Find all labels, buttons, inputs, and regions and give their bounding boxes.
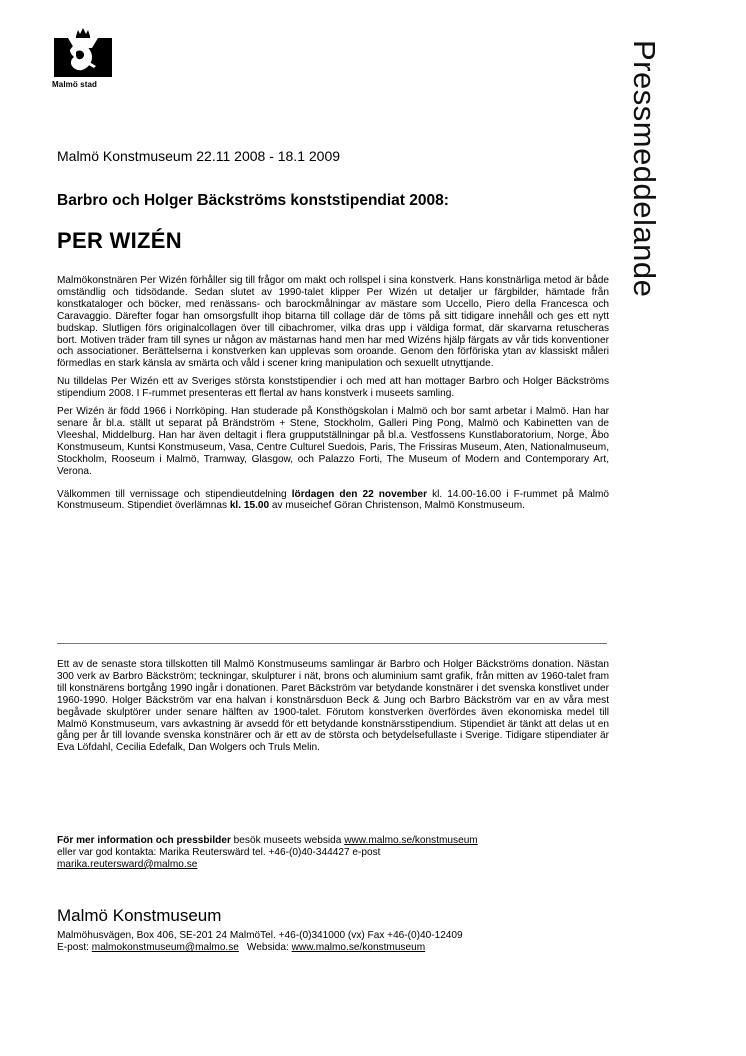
malmo-stad-logo: [52, 28, 116, 89]
website-link[interactable]: www.malmo.se/konstmuseum: [344, 835, 478, 846]
contact-info: [57, 835, 609, 871]
contact-line-2: eller var god kontakta: Marika Reuterswärd tel. +46-(0)40-344427 e-post: [57, 846, 381, 858]
press-body: [57, 275, 609, 518]
paragraph-stipend: Nu tilldelas Per Wizén ett av Sveriges största konststipendier i och med att han mottager Barbro och Holger Bäckströms stipendium 2008. I F-rummet presenteras ett flertal av hans konstverk i museets samling.: [57, 376, 609, 400]
paragraph-intro: Malmökonstnären Per Wizén förhåller sig till frågor om makt och rollspel i sina konstverk. Hans konstnärliga metod är både omständlig och tidsödande. Sedan slutet av 1990-talet klipper Per Wizén ut detaljer ur färgbilder, hämtade från konstkataloger och böcker, med renässans- och barockmålningar av mästare som Uccello, Piero della Francesca och Caravaggio. Därefter fogar han omsorgsfullt ihop bitarna till collage där de töms på sitt tidigare innehåll och ges ett nytt budskap. Slutligen förs originalcollagen över till cibachromer, vilka dras upp i väldiga format, där skarvarna retuscheras bort. Motiven träder fram till synes ur någon av mästarnas hand men har med Wizéns hjälp färgats av vår tids konventioner och associationer. Berättelserna i konstverken kan upplevas som oroande. Genom den förföriska ytan av klassiskt måleri förmedlas en stark känsla av smärta och våld i scener kring manipulation och sexuellt utnyttjande.: [57, 275, 609, 370]
press-release-label: [600, 40, 720, 360]
vertical-label-text: Pressmeddelande: [627, 40, 662, 298]
footer-links-line: E-post: malmokonstmuseum@malmo.se Websida: www.malmo.se/konstmuseum: [57, 942, 426, 953]
footer-email-link[interactable]: malmokonstmuseum@malmo.se: [91, 942, 239, 953]
paragraph-invitation: Välkommen till vernissage och stipendieutdelning lördagen den 22 november kl. 14.00-16.00 i F-rummet på Malmö Konstmuseum. Stipendiet överlämnas kl. 15.00 av museichef Göran Christenson, Malmö Konstmuseum.: [57, 488, 609, 512]
footer-website-link[interactable]: www.malmo.se/konstmuseum: [291, 942, 426, 953]
paragraph-biography: Per Wizén är född 1966 i Norrköping. Han studerade på Konsthögskolan i Malmö och bor samt arbetar i Malmö. Han har senare år bl.a. ställt ut separat på Brändström + Stene, Stockholm, Galleri Ping Pong, Malmö och Kabinetten van de Vleeshal, Middelburg. Han har även deltagit i flera grupputställningar på bl.a. Vestfossens Kunstlaboratorium, Norge, Åbo Konstmuseum, Kuntsi Konstmuseum, Vasa, Centre Culturel Suedois, Paris, The Frissiras Museum, Aten, Nationalmuseum, Stockholm, Rooseum i Malmö, Tramway, Glasgow, och Palazzo Forti, The Museum of Modern and Contemporary Art, Verona.: [57, 406, 609, 477]
section-divider: [57, 643, 607, 644]
paragraph-donation: Ett av de senaste stora tillskotten till Malmö Konstmuseums samlingar är Barbro och Holger Bäckströms donation. Nästan 300 verk av Barbro Bäckström; teckningar, skulpturer i nät, brons och aluminium samt grafik, från mitten av 1960-talet fram till konstnärens bortgång 1990 ingår i donationen. Paret Bäckström var betydande konstnärer i det svenska konstlivet under 1960-1990. Holger Bäckström var ena halvan i konstnärsduon Beck & Jung och Barbro Bäckström var en av våra mest begåvade skulptörer under senare hälften av 1900-talet. Förutom konstverken överfördes även ekonomiska medel till Malmö Konstmuseum, vars avkastning är avsedd för ett betydande konstnärsstipendium. Stipendiet är tänkt att delas ut en gång per år till lovande svenska konstnärer och är ett av de största och betydelsefullaste i Sverige. Tidigare stipendiater är Eva Löfdahl, Cecilia Edefalk, Dan Wolgers och Truls Melin.: [57, 659, 609, 754]
footer-address: [57, 930, 463, 954]
contact-line-1: För mer information och pressbilder besök museets websida www.malmo.se/konstmuseum: [57, 835, 478, 846]
press-title: PER WIZÉN: [57, 228, 182, 253]
logo-text: Malmö stad: [52, 80, 98, 89]
footer-address-line: Malmöhusvägen, Box 406, SE-201 24 MalmöTel. +46-(0)341000 (vx) Fax +46-(0)40-12409: [57, 930, 463, 941]
donation-section: [57, 659, 609, 754]
contact-email-link[interactable]: marika.reutersward@malmo.se: [57, 858, 198, 870]
press-subtitle: Barbro och Holger Bäckströms konststipendiat 2008:: [57, 192, 449, 209]
footer-title: Malmö Konstmuseum: [57, 906, 222, 925]
exhibition-dates: Malmö Konstmuseum 22.11 2008 - 18.1 2009: [57, 148, 341, 164]
coat-of-arms-icon: [52, 28, 114, 78]
contact-line-3: [57, 859, 609, 871]
